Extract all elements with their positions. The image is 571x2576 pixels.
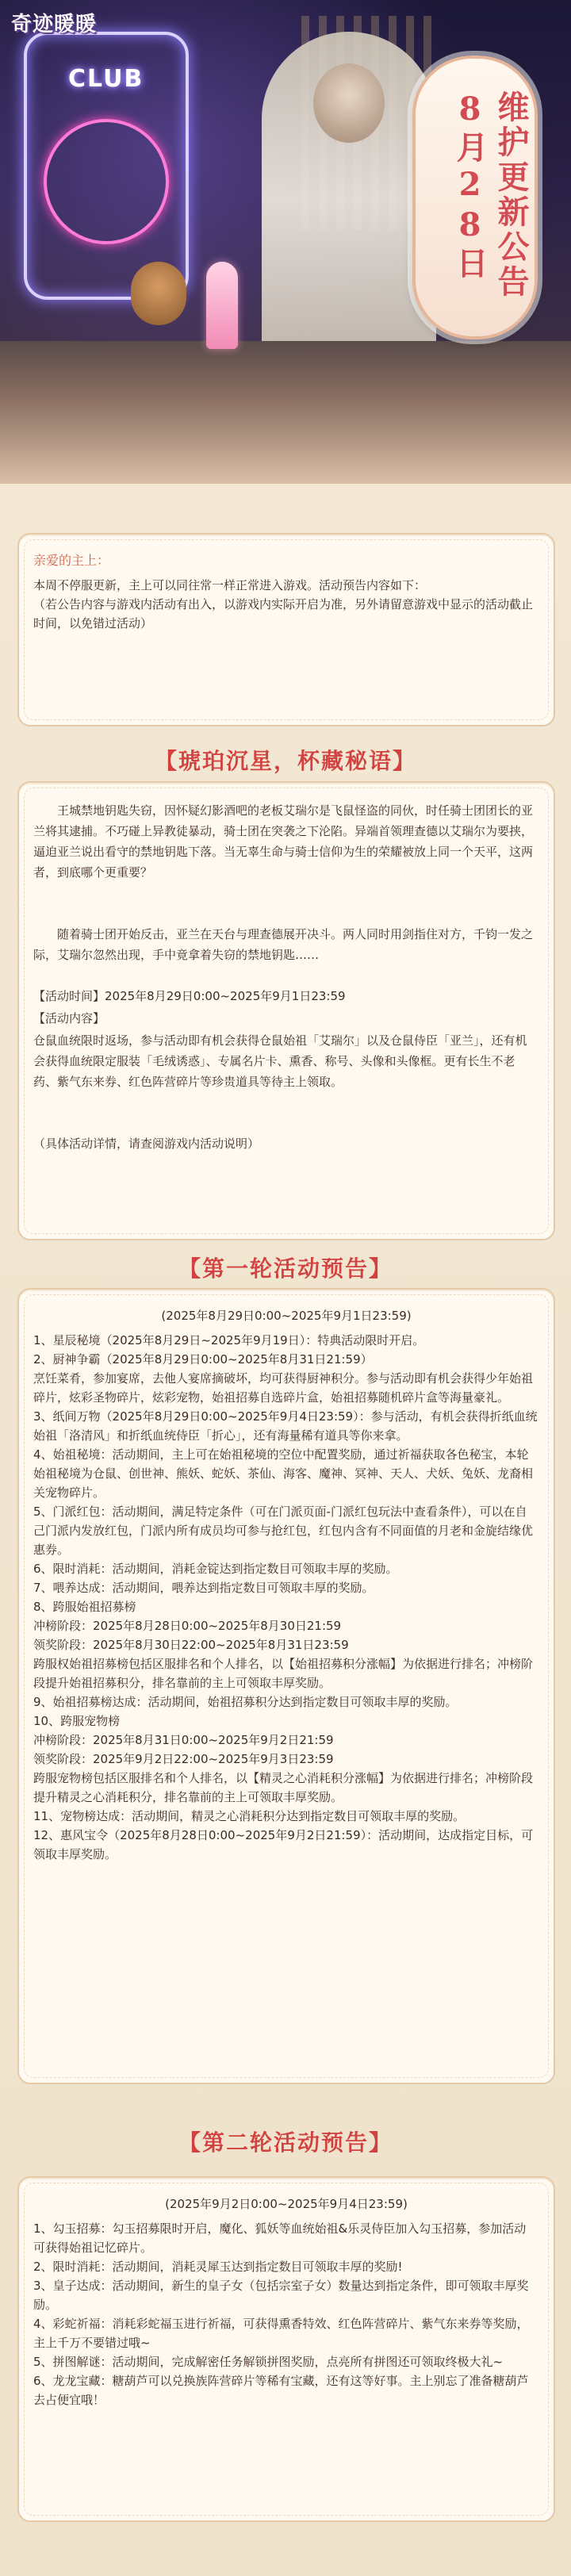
round2-item-4: 4、彩蛇祈福：消耗彩蛇福玉进行祈福，可获得熏香特效、红色阵营碎片、紫气东来券等奖励，主上千万不要错过哦~	[33, 2317, 529, 2350]
round1-item-8-desc: 跨服权始祖招募榜包括区服排名和个人排名，以【始祖招募积分涨幅】为依据进行排名；冲榜阶段提升始祖招募积分，排名靠前的主上可领取丰厚奖励。	[33, 1657, 534, 1690]
round1-item-1: 1、星辰秘境（2025年8月29日~2025年9月19日）：特典活动限时开启。	[33, 1333, 425, 1347]
maintenance-notice-badge	[412, 56, 538, 339]
intro-note: （若公告内容与游戏内活动有出入，以游戏内实际开启为准，另外请留意游戏中显示的活动截止时间，以免错过活动）	[33, 597, 534, 631]
character-head	[313, 63, 385, 143]
round1-item-10-claim: 领奖阶段：2025年9月2日22:00~2025年9月3日23:59	[33, 1752, 334, 1766]
story-time: 【活动时间】2025年8月29日0:00~2025年9月1日23:59	[33, 989, 346, 1003]
round1-item-7: 7、喂养达成：活动期间，喂养达到指定数目可领取丰厚的奖励。	[33, 1581, 374, 1595]
drink-glass-art	[206, 262, 238, 349]
round2-section-title: 【第二轮活动预告】	[178, 2129, 393, 2156]
intro-text	[33, 576, 538, 633]
round1-range: (2025年8月29日0:00~2025年9月1日23:59)	[161, 1309, 412, 1323]
badge-title: 维护更新公告	[492, 90, 530, 300]
hero-banner	[0, 0, 571, 484]
round2-item-1: 1、勾玉招募：勾玉招募限时开启，魔化、狐妖等血统始祖&乐灵侍臣加入勾玉招募，参加活动可获得始祖记忆碎片。	[33, 2221, 527, 2255]
round1-item-12: 12、惠风宝令（2025年8月28日0:00~2025年9月2日21:59）：活动期间，达成指定目标，可领取丰厚奖励。	[33, 1828, 534, 1861]
round1-item-10: 10、跨服宠物榜	[33, 1714, 121, 1728]
round2-item-2: 2、限时消耗：活动期间，消耗灵犀玉达到指定数目可领取丰厚的奖励!	[33, 2260, 403, 2274]
round1-item-8-rank: 冲榜阶段：2025年8月28日0:00~2025年8月30日21:59	[33, 1619, 342, 1633]
intro-card	[17, 533, 555, 726]
greeting-text: 亲爱的主上：	[33, 553, 110, 568]
round1-item-8-claim: 领奖阶段：2025年8月30日22:00~2025年8月31日23:59	[33, 1638, 349, 1652]
round2-list	[33, 2219, 538, 2409]
round2-range: (2025年9月2日0:00~2025年9月4日23:59)	[165, 2197, 408, 2211]
game-logo: 奇迹暖暖	[11, 13, 98, 36]
round1-item-8: 8、跨服始祖招募榜	[33, 1600, 136, 1614]
round1-section-title: 【第一轮活动预告】	[178, 1255, 393, 1282]
round1-item-10-rank: 冲榜阶段：2025年8月31日0:00~2025年9月2日21:59	[33, 1733, 334, 1747]
story-paragraph-1: 王城禁地钥匙失窃，因怀疑幻影酒吧的老板艾瑞尔是飞鼠怪盗的同伙，时任骑士团团长的亚兰将其逮捕。不巧碰上异教徒暴动，骑士团在突袭之下沦陷。异端首领理查德以艾瑞尔为要挟，逼迫亚兰说出看守的禁地钥匙下落。当无辜生命与骑士信仰为生的荣耀被放上同一个天平，这两者，到底哪个更重要？	[33, 803, 534, 880]
round2-item-6: 6、龙龙宝藏：糖葫芦可以兑换族阵营碎片等稀有宝藏，还有这等好事。主上别忘了准备糖葫芦去占便宜哦！	[33, 2374, 529, 2407]
round1-item-6: 6、限时消耗：活动期间，消耗金锭达到指定数目可领取丰厚的奖励。	[33, 1562, 398, 1576]
round1-item-2-desc: 烹饪菜肴，参加宴席，去他人宴席摘破坏，均可获得厨神积分。参与活动即有机会获得少年始祖碎片，炫彩圣物碎片，炫彩宠物，始祖招募自选碎片盒，始祖招募随机碎片盒等海量豪礼。	[33, 1371, 534, 1405]
round1-item-5: 5、门派红包：活动期间，满足特定条件（可在门派页面-门派红包玩法中查看条件），可以在自己门派内发放红包，门派内所有成员均可参与抢红包，红包内含有不同面值的月老和金旋结缘优惠券。	[33, 1505, 534, 1557]
neon-ring-art	[44, 119, 169, 244]
round1-card	[17, 1288, 555, 2084]
round1-item-9: 9、始祖招募榜达成：活动期间，始祖招募积分达到指定数目可领取丰厚的奖励。	[33, 1695, 458, 1709]
story-detail-note: （具体活动详情，请查阅游戏内活动说明）	[33, 1137, 260, 1151]
story-card	[17, 781, 555, 1240]
story-content-label: 【活动内容】	[33, 1011, 105, 1025]
round2-card	[17, 2176, 555, 2522]
badge-date: 8月28日	[451, 90, 489, 282]
story-section-title: 【琥珀沉星，杯藏秘语】	[154, 748, 416, 774]
round1-item-2: 2、厨神争霸（2025年8月29日0:00~2025年8月31日21:59）	[33, 1352, 373, 1367]
story-content: 仓鼠血统限时返场，参与活动即有机会获得仓鼠始祖「艾瑞尔」以及仓鼠侍臣「亚兰」，还有机会获得血统限定服装「毛绒诱惑」、专属名片卡、熏香、称号、头像和头像框。更有长生不老药、紫气东来券、红色阵营碎片等珍贵道具等待主上领取。	[33, 1033, 527, 1089]
round1-item-4: 4、始祖秘境：活动期间，主上可在始祖秘境的空位中配置奖励，通过祈福获取各色秘宝，本轮始祖秘境为仓鼠、创世神、熊妖、蛇妖、茶仙、海客、魔神、冥神、天人、犬妖、兔妖、龙裔相关宠物碎片。	[33, 1447, 534, 1500]
bear-toy-art	[131, 262, 186, 325]
bar-counter-art	[0, 341, 571, 484]
story-paragraph-2: 随着骑士团开始反击，亚兰在天台与理查德展开决斗。两人同时用剑指住对方，千钧一发之际，艾瑞尔忽然出现，手中竟拿着失窃的禁地钥匙……	[33, 927, 534, 962]
neon-sign-text: CLUB	[68, 65, 144, 93]
intro-body: 本周不停服更新，主上可以同往常一样正常进入游戏。活动预告内容如下：	[33, 578, 427, 592]
round1-item-3: 3、纸间万物（2025年8月29日0:00~2025年9月4日23:59）：参与活动，有机会获得折纸血统始祖「洛清风」和折纸血统侍臣「折心」，还有海量稀有道具等你来拿。	[33, 1409, 538, 1443]
round1-list	[33, 1331, 538, 1864]
round1-item-10-desc: 跨服宠物榜包括区服排名和个人排名，以【精灵之心消耗积分涨幅】为依据进行排名；冲榜阶段提升精灵之心消耗积分，排名靠前的主上可领取丰厚奖励。	[33, 1771, 534, 1804]
round1-item-11: 11、宠物榜达成：活动期间，精灵之心消耗积分达到指定数目可领取丰厚的奖励。	[33, 1809, 466, 1823]
round2-item-5: 5、拼图解谜：活动期间，完成解密任务解锁拼图奖励，点亮所有拼图还可领取终极大礼~	[33, 2355, 504, 2369]
round2-item-3: 3、皇子达成：活动期间，新生的皇子女（包括宗室子女）数量达到指定条件，即可领取丰厚奖励。	[33, 2279, 529, 2312]
